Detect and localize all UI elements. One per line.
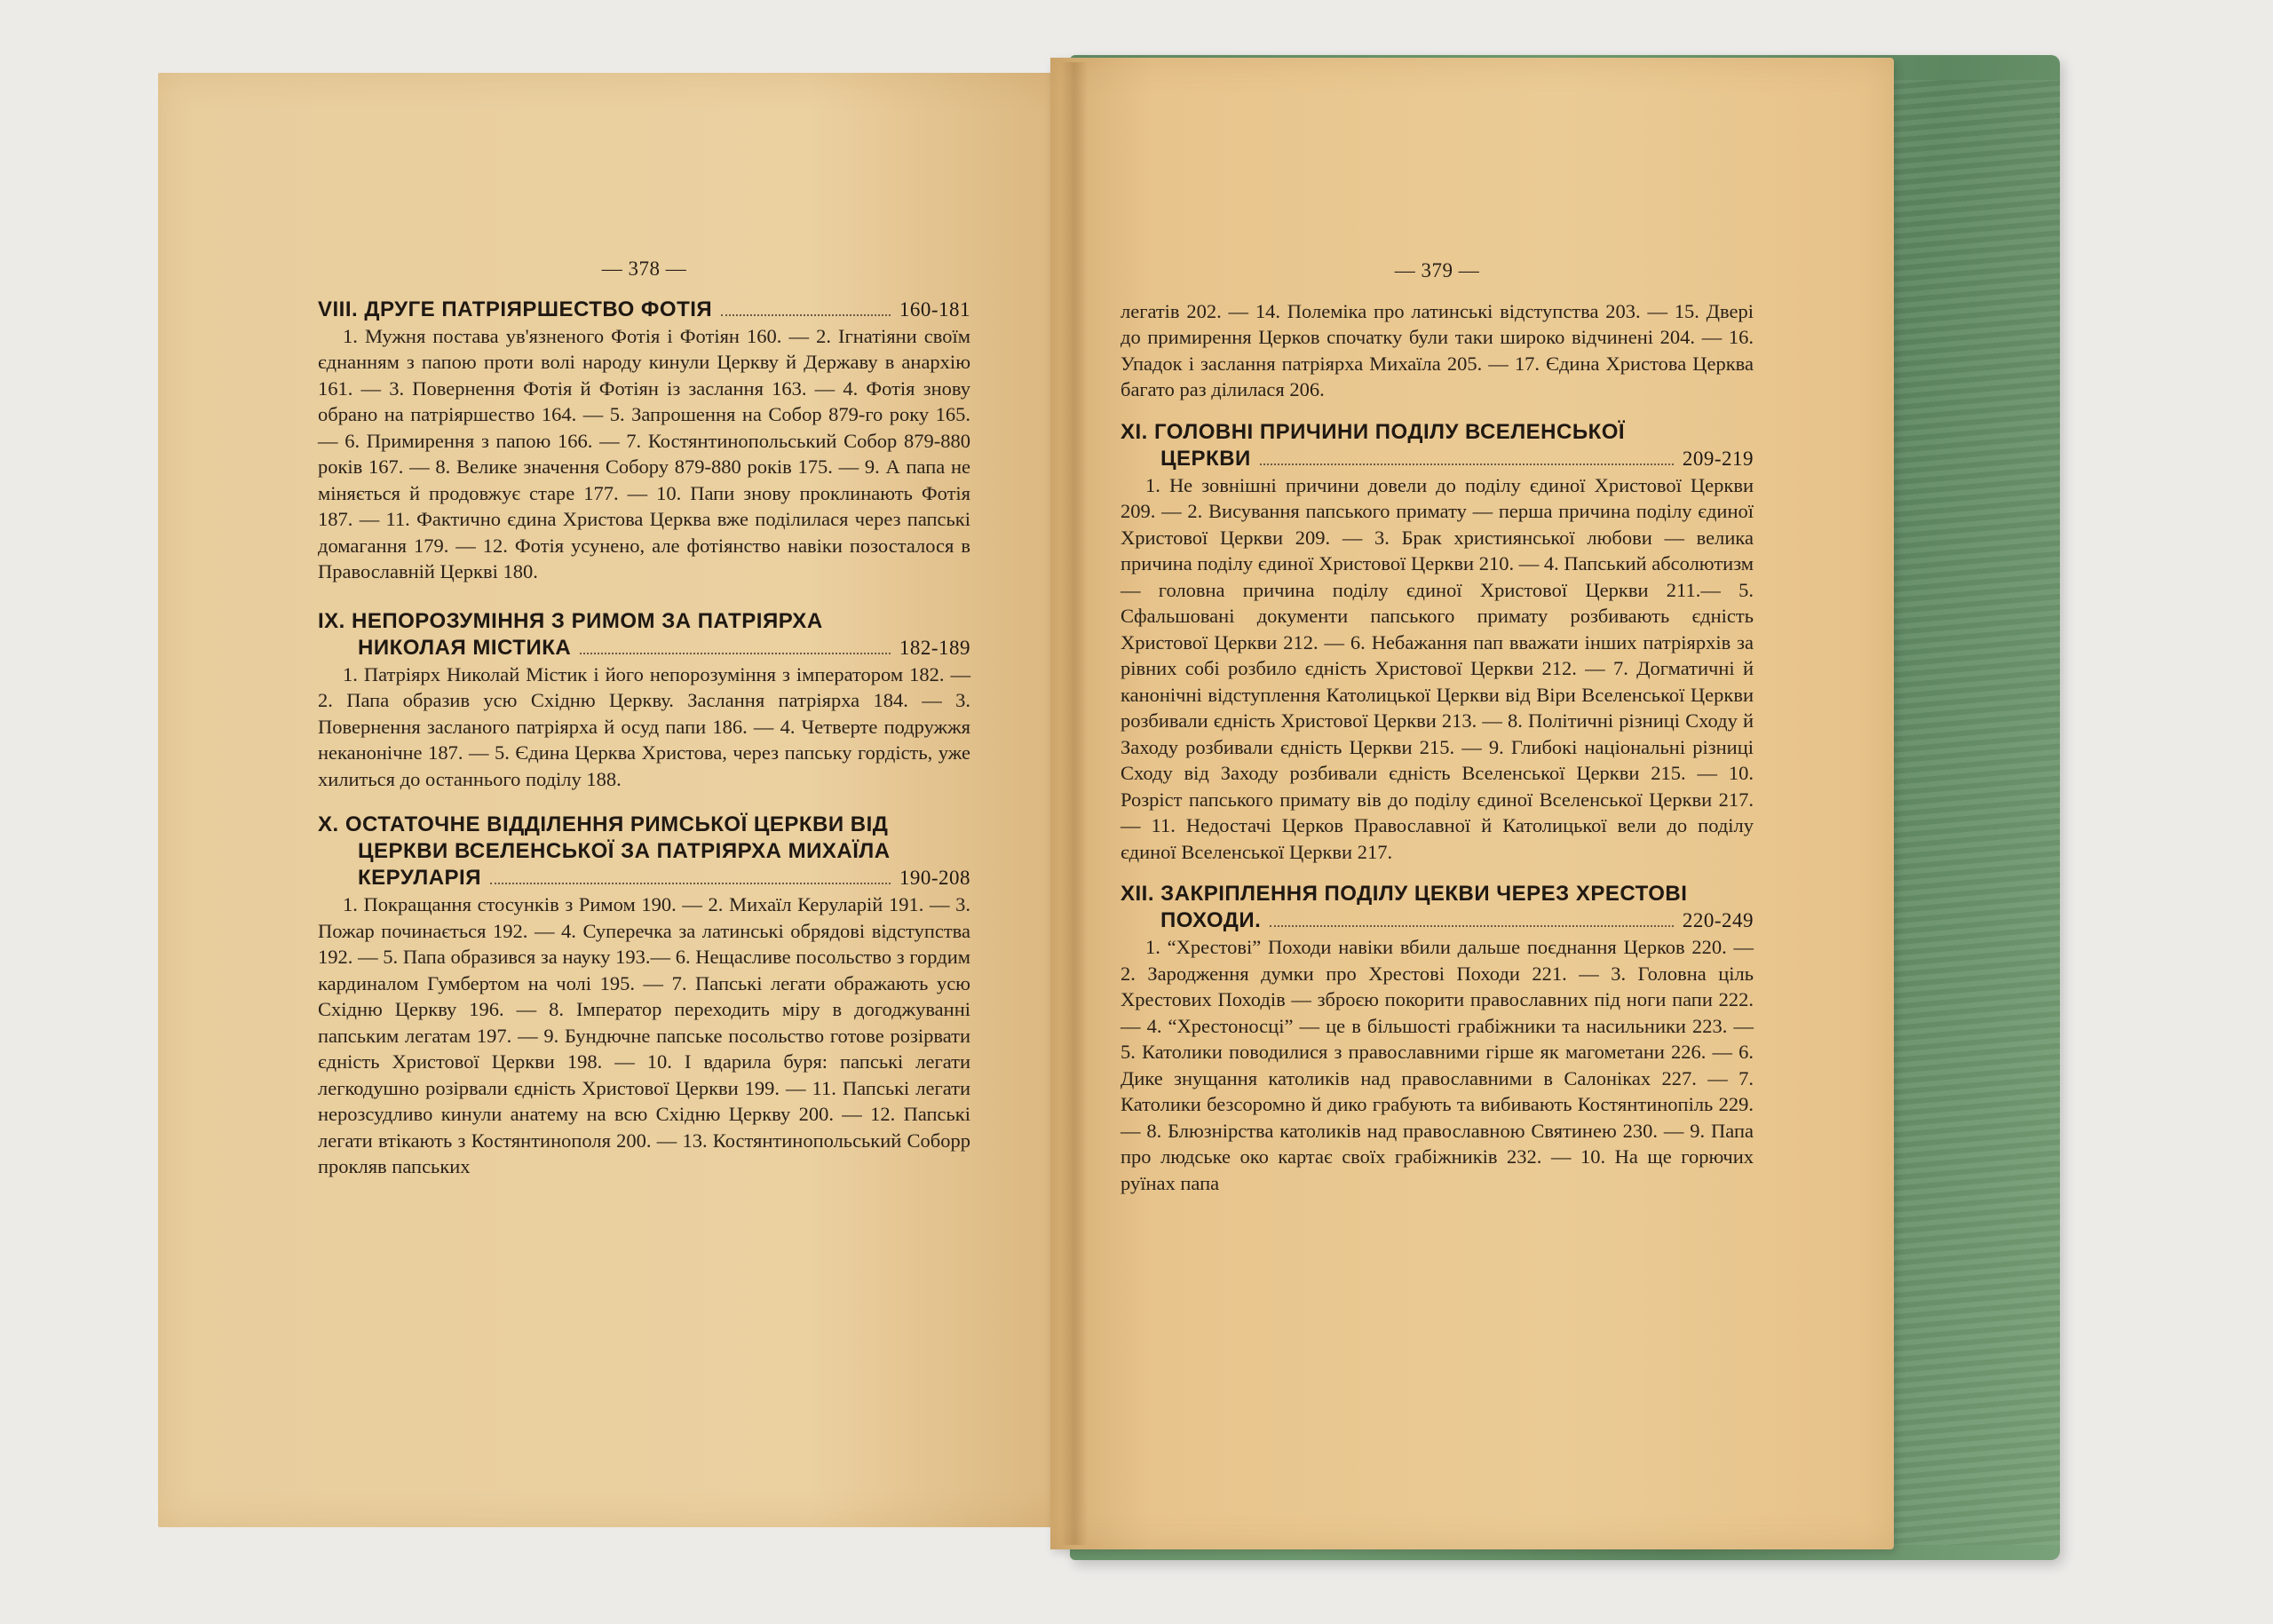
section-title: IX. НЕПОРОЗУМІННЯ З РИМОМ ЗА ПАТРІЯРХА: [318, 608, 823, 633]
section-text: 1. Покращання стосунків з Римом 190. — 2. Михаїл Керуларій 191. — 3. Пожар починається 192. — 4. Суперечка за латинські обрядові відступства 192. — 5. Папа образився за науку 193.— 6. Нещасливе посольство з гордим кардиналом Гумбертом на чолі 195. — 7. Папські легати ображають усю Східню Церкву 196. — 8. Імператор переходить міру в догоджуванні папським легатам 197. — 9. Бундючне папське посольство готове розірвати єдність Христової Церкви 198. — 10. І вдарила буря: папські легати легкодушно розірвали єдність Христової Церкви 199. — 11. Папські легати нерозсудливо кинули анатему на всю Східню Церкву 200. — 12. Папські легати втікають з Костянтинополя 200. — 13. Костянтинопольський Соборр прокляв папських: [318, 893, 970, 1177]
section-text: 1. Мужня постава ув'язненого Фотія і Фотіян 160. — 2. Ігнатіяни своїм єднанням з папою проти волі народу кинули Церкву й Державу в анархію 161. — 3. Повернення Фотія й Фотіян із заслання 163. — 4. Фотія знову обрано на патріяршество 164. — 5. Запрошення на Собор 879-го року 165. — 6. Примирення з папою 166. — 7. Костянтинопольський Собор 879-880 років 167. — 8. Велике значення Собору 879-880 років 175. — 9. А папа не міняється й продовжує старе 177. — 10. Папи знову проклинають Фотія 187. — 11. Фактично єдина Христова Церква вже поділилася через папські домагання 179. — 12. Фотія усунено, але фотіянство навіки позосталося в Православній Церкві 180.: [318, 324, 970, 582]
left-page-text: [318, 256, 970, 1192]
section-pages: 209-219: [1682, 447, 1754, 470]
section-pages: 160-181: [899, 297, 970, 321]
section-heading: [318, 635, 970, 661]
right-page-text: [1121, 257, 1754, 1208]
section-pages: 190-208: [899, 867, 970, 889]
section-title: XII. ЗАКРІПЛЕННЯ ПОДІЛУ ЦЕКВИ ЧЕРЕЗ ХРЕСТОВІ: [1121, 882, 1688, 906]
section-title-line2: ЦЕРКВИ: [1160, 446, 1251, 471]
leader-dots: [580, 653, 891, 654]
leader-dots: [721, 314, 891, 316]
section-title: X. ОСТАТОЧНЕ ВІДДІЛЕННЯ РИМСЬКОЇ ЦЕРКВИ ВІД: [318, 812, 889, 836]
section-heading: [1121, 907, 1754, 934]
section-ix: [318, 608, 970, 793]
section-text: 1. Не зовнішні причини довели до поділу єдиної Христової Церкви 209. — 2. Висування папського примату — перша причина поділу єдиної Христової Церкви 209. — 3. Брак християнської любови — велика причина поділу єдиної Христової Церкви 210. — 4. Папський абсолютизм — головна причина поділу єдиної Христової Церкви 211.— 5. Сфальшовані документи папського примату розбивають єдність Христової Церкви 212. — 6. Небажання пап вважати інших патріярхів за рівних собі розбило єдність Христової Церкви 212. — 7. Догматичні й канонічні відступлення Католицької Церкви від Віри Вселенської Церкви розбивали єдність Христової Церкви 213. — 8. Політичні різниці Сходу й Заходу розбивали єдність Церкви 215. — 9. Глибокі національні різниці Сходу від Заходу розбивали єдність Вселенської Церкви 215. — 10. Розріст папського примату вів до поділу єдиної Вселенської Церкви 217. — 11. Недостачі Церков Православної й Католицької вели до поділу єдиної Вселенської Церкви 217.: [1121, 473, 1754, 863]
section-xi: [1121, 419, 1754, 866]
page-number-left: — 378 —: [601, 257, 687, 280]
section-pages: 182-189: [899, 636, 970, 659]
section-title: XI. ГОЛОВНІ ПРИЧИНИ ПОДІЛУ ВСЕЛЕНСЬКОЇ: [1121, 419, 1626, 444]
section-viii: [318, 297, 970, 585]
section-heading: [318, 865, 970, 891]
section-text: 1. “Хрестові” Походи навіки вбили дальше поєднання Церков 220. — 2. Зародження думки про Хрестові Походи 221. — 3. Головна ціль Хрестових Походів — зброєю покорити православних під ноги папи 222. — 4. “Хрестоносці” — це в більшості грабіжники та насильники 223. — 5. Католики поводилися з православними гірше як магометани 226. — 6. Дике знущання католиків над православними в Салоніках 227. — 7. Католики безсоромно й дико грабують та вибивають Костянтинопіль 229. — 8. Блюзнірства католиків над православною Святинею 230. — 9. Папа про людське око картає своїх грабіжників 232. — 10. На ще горючих руїнах папа: [1121, 936, 1754, 1194]
leader-dots: [1260, 463, 1674, 465]
section-heading: [318, 297, 970, 323]
section-xii: [1121, 881, 1754, 1196]
leader-dots: [1270, 925, 1674, 927]
section-title-line3: КЕРУЛАРІЯ: [358, 866, 481, 890]
section-x: [318, 812, 970, 1180]
section-text: 1. Патріярх Николай Містик і його непорозуміння з імператором 182. — 2. Папа образив усю Східню Церкву. Заслання патріярха 184. — 3. Повернення засланого патріярха й осуд папи 186. — 4. Четверте подружжя неканонічне 187. — 5. Єдина Церква Христова, через папську гордість, уже хилиться до останнього поділу 188.: [318, 662, 970, 790]
cover-texture: [1882, 80, 2060, 1545]
section-heading: [1121, 446, 1754, 472]
section-title-line2: ЦЕРКВИ ВСЕЛЕНСЬКОЇ ЗА ПАТРІЯРХА МИХАЇЛА: [358, 839, 891, 863]
leader-dots: [490, 883, 891, 884]
section-pages: 220-249: [1682, 909, 1754, 931]
page-number-right: — 379 —: [1394, 259, 1480, 281]
book-gutter: [1061, 62, 1088, 1545]
continuation-text: легатів 202. — 14. Полеміка про латинські відступства 203. — 15. Двері до примирення Церков спочатку були таки широко відчинені 204. — 16. Упадок і заслання патріярха Михаїла 205. — 17. Єдина Христова Церква багато раз ділилася 206.: [1121, 299, 1754, 400]
section-title-line2: НИКОЛАЯ МІСТИКА: [358, 635, 572, 660]
section-title: VIII. ДРУГЕ ПАТРІЯРШЕСТВО ФОТІЯ: [318, 297, 713, 321]
section-title-line2: ПОХОДИ.: [1160, 908, 1262, 932]
